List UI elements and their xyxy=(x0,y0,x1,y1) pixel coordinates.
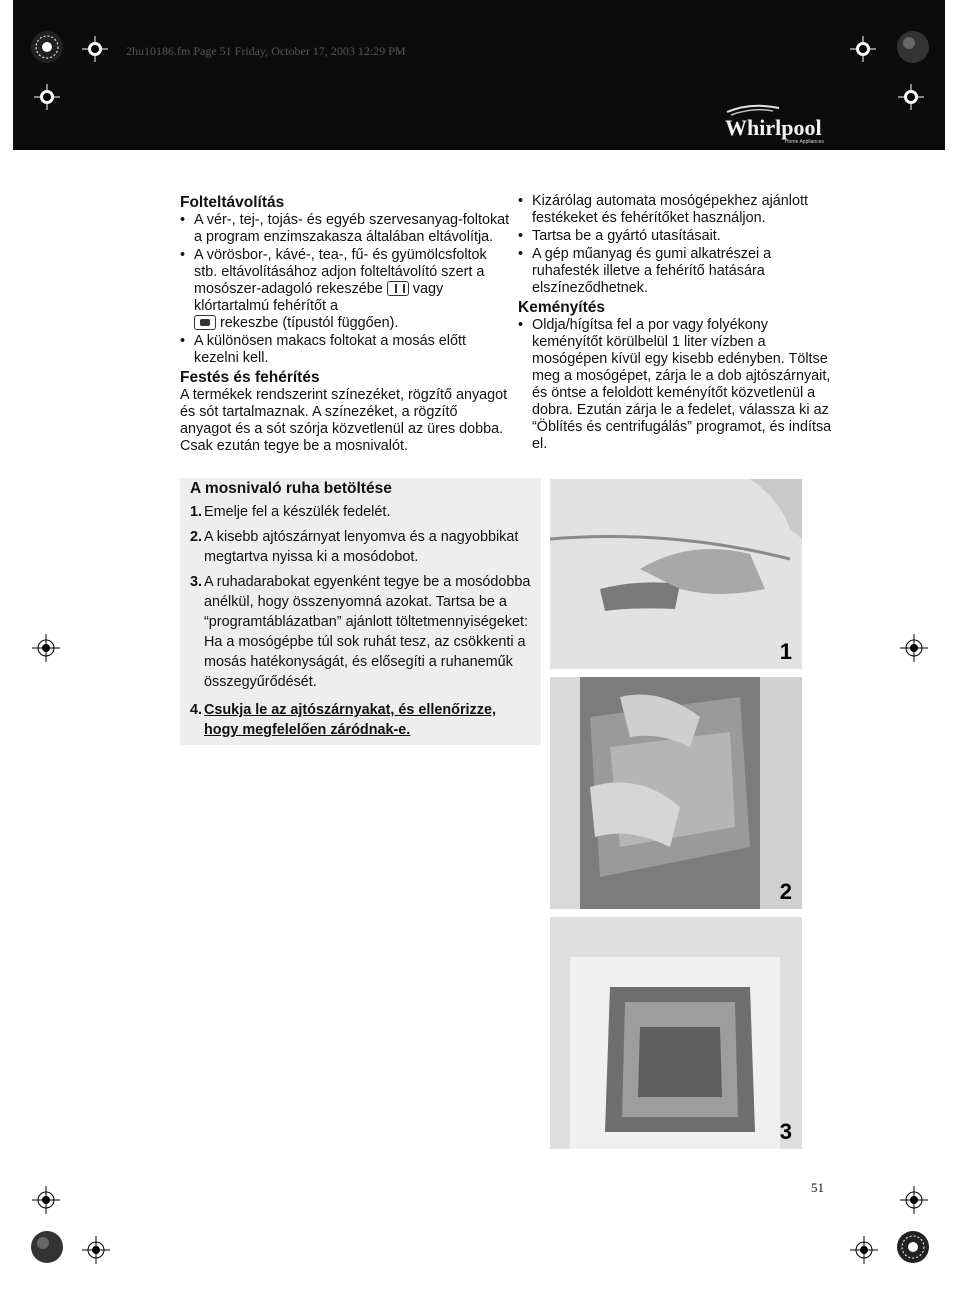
list-item: • Tartsa be a gyártó utasításait. xyxy=(518,228,838,245)
dye-paragraph: A termékek rendszerint színezéket, rögzítő anyagot és sót tartalmaznak. A színezéket, a rögzítő anyagot és a sót szórja közvetlenül az üres dobba. Csak ezután tegye be a mosnivalót. xyxy=(180,387,508,454)
step-text: Emelje fel a készülék fedelét. xyxy=(204,504,391,520)
step-number: 4. xyxy=(190,702,203,718)
registration-starburst xyxy=(30,30,64,64)
crosshair-mark xyxy=(82,1236,110,1264)
photo-number: 1 xyxy=(779,639,792,664)
list-item-text: A vörösbor-, kávé-, tea-, fű- és gyümölcsfoltok stb. eltávolításához adjon folteltávolító szert a mosószer-adagoló rekeszébe xyxy=(194,247,487,297)
drum-doors-illustration xyxy=(550,677,802,909)
heading-starch: Keményítés xyxy=(518,299,606,316)
print-slug: 2hu10186.fm Page 51 Friday, October 17, 2003 12:29 PM xyxy=(126,44,406,58)
step-text: A ruhadarabokat egyenként tegye be a mosódobba anélkül, hogy összenyomná azokat. Tartsa be a “programtáblázatban” ajánlott töltetmennyiségeket: Ha a mosógépbe túl sok ruhát tesz, az csökkenti a mosás hatékonyságát, és elősegíti a ruhaneműk összegyűrődését. xyxy=(204,574,531,690)
photo-number: 2 xyxy=(779,879,792,904)
crosshair-mark xyxy=(34,84,60,110)
registration-starburst xyxy=(896,1230,930,1264)
photo-lift-lid xyxy=(550,479,802,669)
dye-list xyxy=(518,193,838,297)
bleach-compartment-icon xyxy=(194,315,216,330)
left-column xyxy=(180,193,510,455)
heading-dye-bleach: Festés és fehérítés xyxy=(180,369,320,386)
crosshair-mark xyxy=(900,634,928,662)
crosshair-mark xyxy=(898,84,924,110)
crosshair-mark xyxy=(32,634,60,662)
logo-wordmark: Whirlpool xyxy=(725,115,822,140)
step-number: 1. xyxy=(190,504,203,520)
starch-list xyxy=(518,317,838,453)
heading-stain-removal: Folteltávolítás xyxy=(180,194,285,211)
washer-lid-illustration xyxy=(550,479,802,669)
list-item-text: vagy klórtartalmú fehérítőt a xyxy=(194,281,444,314)
loading-instructions-box xyxy=(180,478,541,745)
header-band xyxy=(13,0,945,150)
photo-open-drum xyxy=(550,677,802,909)
detergent-compartment-icon xyxy=(387,281,409,296)
list-item: • Oldja/hígítsa fel a por vagy folyékony keményítőt körülbelül 1 liter vízben a mosógépen kívül egy kisebb edényben. Töltse meg a mosógépet, zárja le a dob ajtószárnyait, és öntse a feloldott keményítőt közvetlenül a dobra. Ezután zárja le a fedelet, válassza ki az “Öblítés és centrifugálás” programot, és indítsa el. xyxy=(518,317,838,453)
crosshair-mark xyxy=(850,1236,878,1264)
step-text: A kisebb ajtószárnyat lenyomva és a nagyobbikat megtartva nyissa ki a mosódobot. xyxy=(204,529,519,565)
crosshair-mark xyxy=(32,1186,60,1214)
list-item: • A gép műanyag és gumi alkatrészei a ruhafesték illetve a fehérítő hatására elszíneződhetnek. xyxy=(518,246,838,297)
drum-interior-illustration xyxy=(550,917,802,1149)
crosshair-mark xyxy=(82,36,108,62)
crosshair-mark xyxy=(900,1186,928,1214)
registration-dot xyxy=(30,1230,64,1264)
step-number: 2. xyxy=(190,529,203,545)
logo-subtext: Home Appliances xyxy=(785,139,824,144)
list-item: • A vér-, tej-, tojás- és egyéb szervesanyag-foltokat a program enzimszakasza általában eltávolítja. xyxy=(180,212,510,246)
list-item: • A különösen makacs foltokat a mosás előtt kezelni kell. xyxy=(180,333,510,367)
registration-dot xyxy=(896,30,930,64)
loading-title: A mosnivaló ruha betöltése xyxy=(190,480,392,497)
list-item-text: rekeszbe (típustól függően). xyxy=(220,315,399,331)
right-column xyxy=(518,193,838,454)
stain-list xyxy=(180,212,510,367)
photo-load-laundry xyxy=(550,917,802,1149)
whirlpool-logo xyxy=(721,104,833,144)
step-text: Csukja le az ajtószárnyakat, és ellenőrizze, hogy megfelelően záródnak-e. xyxy=(204,702,496,738)
step-number: 3. xyxy=(190,574,203,590)
photo-number: 3 xyxy=(779,1119,792,1144)
crosshair-mark xyxy=(850,36,876,62)
list-item xyxy=(180,247,510,332)
list-item: • Kizárólag automata mosógépekhez ajánlott festékeket és fehérítőket használjon. xyxy=(518,193,838,227)
page-number: 51 xyxy=(811,1180,824,1195)
